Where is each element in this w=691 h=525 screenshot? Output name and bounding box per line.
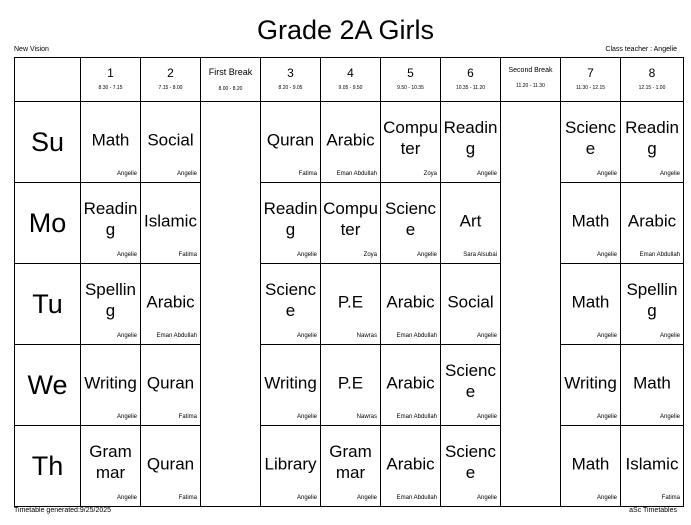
lesson-subject: Quran bbox=[266, 130, 315, 150]
lesson-cell bbox=[561, 264, 621, 345]
day-row bbox=[15, 183, 684, 264]
lesson-cell bbox=[261, 264, 321, 345]
lesson bbox=[621, 183, 683, 263]
lesson-cell bbox=[321, 102, 381, 183]
lesson-teacher: Angelie bbox=[416, 252, 437, 258]
lesson-cell bbox=[81, 264, 141, 345]
lesson-cell bbox=[81, 426, 141, 507]
lesson-cell bbox=[441, 345, 501, 426]
lesson-cell bbox=[441, 102, 501, 183]
lesson-cell bbox=[81, 102, 141, 183]
lesson-cell bbox=[81, 183, 141, 264]
lesson-cell bbox=[621, 183, 684, 264]
lesson bbox=[561, 264, 620, 344]
generated-date: Timetable generated:9/25/2025 bbox=[14, 507, 112, 514]
lesson bbox=[261, 183, 320, 263]
lesson-cell bbox=[261, 102, 321, 183]
lesson bbox=[81, 426, 140, 506]
day-row bbox=[15, 345, 684, 426]
lesson-subject: Writing bbox=[264, 373, 317, 393]
lesson-subject: Science bbox=[384, 198, 437, 239]
lesson-subject: Writing bbox=[84, 373, 137, 393]
lesson bbox=[261, 426, 320, 506]
lesson-cell bbox=[141, 426, 201, 507]
lesson-cell bbox=[261, 345, 321, 426]
day-label: Mo bbox=[15, 183, 81, 264]
lesson-teacher: Angelie bbox=[296, 252, 317, 258]
break-header bbox=[501, 58, 561, 102]
lesson-subject: Writing bbox=[564, 373, 617, 393]
lesson-teacher: Eman Abdullah bbox=[396, 333, 437, 339]
lesson-subject: Reading bbox=[263, 198, 318, 239]
lesson-teacher: Zoya bbox=[423, 171, 437, 177]
period-header bbox=[621, 58, 684, 102]
lesson-teacher: Nawras bbox=[356, 333, 377, 339]
day-label: Tu bbox=[15, 264, 81, 345]
period-number: 1 bbox=[107, 66, 114, 80]
lesson-cell bbox=[81, 345, 141, 426]
day-label: We bbox=[15, 345, 81, 426]
lesson bbox=[81, 345, 140, 425]
lesson bbox=[321, 264, 380, 344]
lesson-teacher: Nawras bbox=[356, 414, 377, 420]
period-number: 4 bbox=[347, 66, 354, 80]
lesson-subject: Math bbox=[571, 454, 610, 474]
period-time: 7.15 - 8.00 bbox=[158, 85, 183, 91]
break-time: 8.00 - 8.20 bbox=[218, 86, 243, 92]
class-teacher: Class teacher : Angelie bbox=[605, 46, 677, 53]
lesson bbox=[381, 264, 440, 344]
period-header bbox=[261, 58, 321, 102]
period-time: 11.30 - 12.15 bbox=[575, 85, 606, 91]
lesson-teacher: Eman Abdullah bbox=[639, 252, 680, 258]
day-row bbox=[15, 102, 684, 183]
period-number: 6 bbox=[467, 66, 474, 80]
lesson-teacher: Angelie bbox=[116, 495, 137, 501]
lesson-subject: Math bbox=[571, 292, 610, 312]
school-name: New Vision bbox=[14, 46, 49, 53]
period-time: 8.20 - 9.05 bbox=[278, 85, 303, 91]
lesson-subject: Islamic bbox=[625, 454, 679, 474]
lesson bbox=[561, 183, 620, 263]
lesson-subject: Arabic bbox=[386, 454, 435, 474]
lesson-cell bbox=[261, 426, 321, 507]
lesson-cell bbox=[381, 183, 441, 264]
lesson-teacher: Eman Abdullah bbox=[156, 333, 197, 339]
lesson-subject: Computer bbox=[383, 117, 438, 158]
timetable-body bbox=[15, 58, 684, 507]
lesson bbox=[381, 183, 440, 263]
lesson-cell bbox=[561, 426, 621, 507]
period-header bbox=[81, 58, 141, 102]
brand-label: aSc Timetables bbox=[629, 507, 677, 514]
lesson-subject: Science bbox=[444, 360, 497, 401]
lesson-teacher: Fatima bbox=[178, 414, 197, 420]
lesson bbox=[441, 345, 500, 425]
lesson-teacher: Angelie bbox=[476, 414, 497, 420]
lesson-subject: Grammar bbox=[89, 441, 132, 482]
break-column bbox=[201, 102, 261, 507]
break-name: First Break bbox=[208, 67, 253, 77]
period-number: 2 bbox=[167, 66, 174, 80]
lesson bbox=[321, 102, 380, 182]
lesson-cell bbox=[141, 183, 201, 264]
lesson-cell bbox=[561, 345, 621, 426]
period-time: 9.05 - 9.50 bbox=[338, 85, 363, 91]
lesson bbox=[81, 102, 140, 182]
period-time: 10.35 - 11.20 bbox=[455, 85, 486, 91]
lesson bbox=[621, 426, 683, 506]
lesson-cell bbox=[621, 102, 684, 183]
lesson bbox=[141, 264, 200, 344]
lesson bbox=[141, 345, 200, 425]
lesson-subject: Spelling bbox=[626, 279, 678, 320]
lesson-teacher: Angelie bbox=[596, 495, 617, 501]
break-time: 11.20 - 11.30 bbox=[516, 83, 545, 89]
lesson-teacher: Angelie bbox=[476, 171, 497, 177]
break-name: Second Break bbox=[508, 67, 553, 74]
lesson-subject: Math bbox=[91, 130, 130, 150]
lesson bbox=[561, 426, 620, 506]
lesson-subject: Islamic bbox=[144, 211, 197, 231]
lesson-subject: Reading bbox=[83, 198, 138, 239]
lesson-teacher: Angelie bbox=[296, 495, 317, 501]
lesson-cell bbox=[621, 426, 684, 507]
lesson-subject: Arabic bbox=[326, 130, 375, 150]
lesson bbox=[561, 345, 620, 425]
lesson-teacher: Eman Abdullah bbox=[336, 171, 377, 177]
lesson-teacher: Angelie bbox=[116, 333, 137, 339]
lesson-teacher: Angelie bbox=[659, 333, 680, 339]
lesson-cell bbox=[141, 345, 201, 426]
lesson-teacher: Angelie bbox=[296, 414, 317, 420]
lesson-subject: Arabic bbox=[146, 292, 195, 312]
lesson-teacher: Angelie bbox=[596, 414, 617, 420]
lesson-teacher: Angelie bbox=[116, 414, 137, 420]
lesson-subject: Arabic bbox=[627, 211, 677, 231]
break-column bbox=[501, 102, 561, 507]
lesson-teacher: Angelie bbox=[596, 171, 617, 177]
lesson-cell bbox=[381, 102, 441, 183]
lesson-teacher: Fatima bbox=[178, 495, 197, 501]
lesson bbox=[141, 183, 200, 263]
period-time: 12.15 - 1.00 bbox=[638, 85, 666, 91]
lesson bbox=[141, 426, 200, 506]
lesson-teacher: Eman Abdullah bbox=[396, 495, 437, 501]
day-row bbox=[15, 264, 684, 345]
lesson bbox=[441, 426, 500, 506]
lesson-cell bbox=[381, 264, 441, 345]
day-row bbox=[15, 426, 684, 507]
period-header bbox=[381, 58, 441, 102]
lesson-subject: Social bbox=[147, 130, 194, 150]
day-label: Th bbox=[15, 426, 81, 507]
lesson-cell bbox=[381, 426, 441, 507]
lesson-teacher: Angelie bbox=[116, 252, 137, 258]
lesson bbox=[441, 183, 500, 263]
lesson bbox=[621, 345, 683, 425]
lesson-cell bbox=[561, 183, 621, 264]
lesson-cell bbox=[621, 264, 684, 345]
lesson-cell bbox=[321, 264, 381, 345]
lesson-subject: P.E bbox=[337, 292, 364, 312]
lesson-teacher: Angelie bbox=[659, 414, 680, 420]
lesson-cell bbox=[141, 264, 201, 345]
lesson-subject: Science bbox=[264, 279, 317, 320]
lesson-teacher: Fatima bbox=[298, 171, 317, 177]
header-row bbox=[15, 58, 684, 102]
lesson-subject: Arabic bbox=[386, 292, 435, 312]
lesson-teacher: Angelie bbox=[356, 495, 377, 501]
lesson-teacher: Eman Abdullah bbox=[396, 414, 437, 420]
period-number: 5 bbox=[407, 66, 414, 80]
lesson-cell bbox=[141, 102, 201, 183]
lesson bbox=[321, 183, 380, 263]
lesson bbox=[561, 102, 620, 182]
lesson-subject: P.E bbox=[337, 373, 364, 393]
lesson bbox=[441, 102, 500, 182]
lesson bbox=[381, 102, 440, 182]
lesson bbox=[261, 345, 320, 425]
lesson bbox=[381, 426, 440, 506]
lesson bbox=[441, 264, 500, 344]
lesson-cell bbox=[561, 102, 621, 183]
lesson bbox=[141, 102, 200, 182]
lesson-teacher: Angelie bbox=[476, 495, 497, 501]
lesson-cell bbox=[381, 345, 441, 426]
lesson-teacher: Fatima bbox=[661, 495, 680, 501]
lesson-cell bbox=[261, 183, 321, 264]
lesson-subject: Art bbox=[459, 211, 482, 231]
lesson bbox=[261, 102, 320, 182]
lesson-teacher: Sara Alsubai bbox=[463, 252, 497, 258]
lesson-subject: Library bbox=[264, 454, 317, 474]
lesson-teacher: Angelie bbox=[596, 333, 617, 339]
page-title: Grade 2A Girls bbox=[256, 15, 435, 45]
lesson-teacher: Angelie bbox=[476, 333, 497, 339]
period-header bbox=[321, 58, 381, 102]
lesson-teacher: Angelie bbox=[116, 171, 137, 177]
lesson-subject: Reading bbox=[443, 117, 498, 158]
period-time: 8.30 - 7.15 bbox=[98, 85, 123, 91]
lesson bbox=[321, 426, 380, 506]
period-number: 7 bbox=[587, 66, 594, 80]
break-header bbox=[201, 58, 261, 102]
lesson-cell bbox=[621, 345, 684, 426]
lesson-cell bbox=[321, 426, 381, 507]
lesson-teacher: Zoya bbox=[363, 252, 377, 258]
lesson-subject: Math bbox=[633, 373, 671, 393]
lesson bbox=[81, 183, 140, 263]
lesson-cell bbox=[321, 345, 381, 426]
lesson-cell bbox=[321, 183, 381, 264]
lesson-teacher: Angelie bbox=[596, 252, 617, 258]
lesson-cell bbox=[441, 183, 501, 264]
lesson bbox=[81, 264, 140, 344]
lesson-subject: Quran bbox=[146, 454, 195, 474]
lesson-teacher: Fatima bbox=[178, 252, 197, 258]
lesson bbox=[321, 345, 380, 425]
lesson-subject: Science bbox=[444, 441, 497, 482]
period-header bbox=[441, 58, 501, 102]
lesson-subject: Math bbox=[571, 211, 610, 231]
lesson-subject: Reading bbox=[625, 117, 679, 158]
lesson-subject: Arabic bbox=[386, 373, 435, 393]
lesson-subject: Social bbox=[447, 292, 494, 312]
period-header bbox=[561, 58, 621, 102]
lesson-cell bbox=[441, 264, 501, 345]
corner-cell bbox=[15, 58, 81, 102]
period-number: 3 bbox=[287, 66, 294, 80]
period-time: 9.50 - 10.35 bbox=[397, 85, 424, 91]
lesson bbox=[261, 264, 320, 344]
lesson-subject: Computer bbox=[323, 198, 378, 239]
lesson-subject: Spelling bbox=[84, 279, 137, 320]
period-number: 8 bbox=[648, 66, 656, 80]
lesson-subject: Quran bbox=[146, 373, 195, 393]
lesson bbox=[381, 345, 440, 425]
timetable bbox=[14, 57, 684, 507]
period-header bbox=[141, 58, 201, 102]
lesson-subject: Grammar bbox=[329, 441, 372, 482]
lesson-teacher: Angelie bbox=[659, 171, 680, 177]
lesson-teacher: Angelie bbox=[296, 333, 317, 339]
lesson bbox=[621, 264, 683, 344]
lesson-teacher: Angelie bbox=[176, 171, 197, 177]
lesson-cell bbox=[441, 426, 501, 507]
lesson bbox=[621, 102, 683, 182]
lesson-subject: Science bbox=[564, 117, 617, 158]
day-label: Su bbox=[15, 102, 81, 183]
